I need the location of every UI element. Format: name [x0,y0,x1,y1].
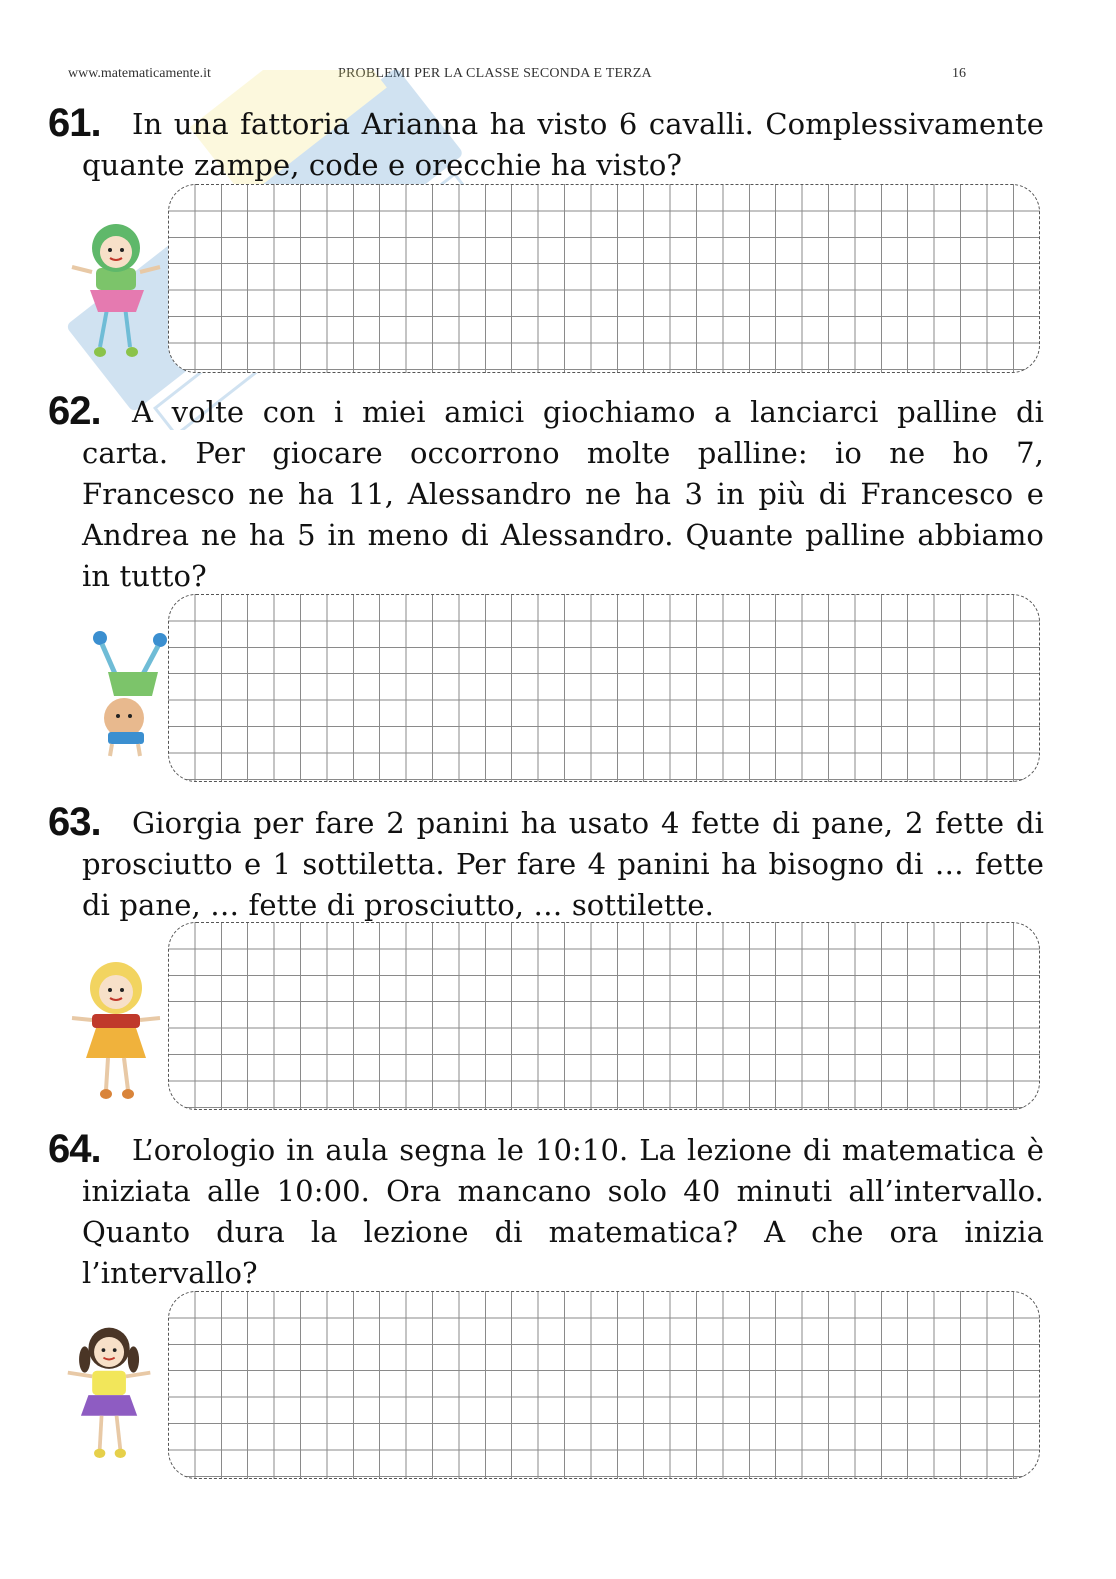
answer-grid-64[interactable] [168,1291,1040,1479]
problem-text: A volte con i miei amici giochiamo a lanciarci palline di carta. Per giocare occorrono molte palline: io ne ho 7, Francesco ne ha 11, Alessandro ne ha 3 in più di Francesco e Andrea ne ha 5 in meno di Alessandro. Quante palline abbiamo in tutto? [82,395,1044,593]
site-url: www.matematicamente.it [68,66,211,81]
page-header [0,66,1116,86]
problem-text: In una fattoria Arianna ha visto 6 cavalli. Complessivamente quante zampe, code e orecchie ha visto? [82,107,1044,182]
problem-number: 63. [48,800,101,844]
girl-blonde-icon [62,958,172,1108]
problem-number: 61. [48,101,101,145]
problem-number: 64. [48,1127,101,1171]
answer-grid-63[interactable] [168,922,1040,1110]
girl-green-hair-icon [62,212,172,372]
page-number: 16 [952,66,966,81]
problem-number: 62. [48,389,101,433]
girl-pigtails-icon [55,1322,165,1472]
answer-grid-61[interactable] [168,184,1040,373]
problem-text: Giorgia per fare 2 panini ha usato 4 fette di pane, 2 fette di prosciutto e 1 sottiletta. Per fare 4 panini ha bisogno di … fette di pane, … fette di prosciutto, … sottilette. [82,806,1044,922]
answer-grid-62[interactable] [168,594,1040,782]
problem-text: L’orologio in aula segna le 10:10. La lezione di matematica è iniziata alle 10:00. Ora mancano solo 40 minuti all’intervallo. Quanto dura la lezione di matematica? A che ora inizia l’intervallo? [82,1133,1044,1290]
document-title: PROBLEMI PER LA CLASSE SECONDA E TERZA [338,66,652,81]
boy-handstand-icon [72,628,182,768]
